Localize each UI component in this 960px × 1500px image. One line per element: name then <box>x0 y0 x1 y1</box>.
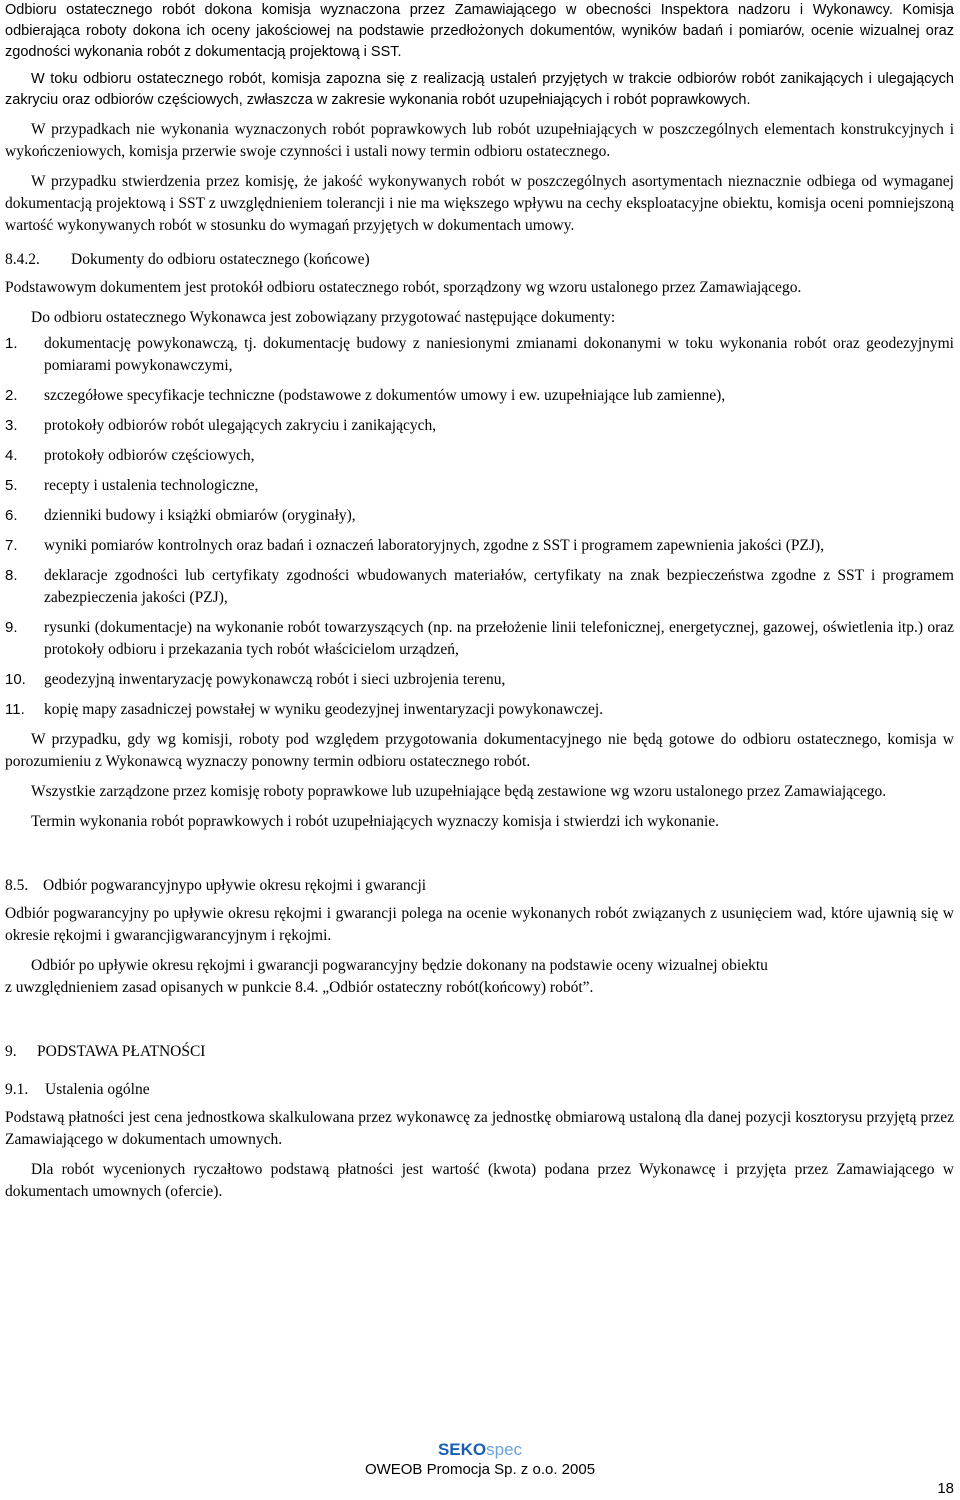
list-item <box>5 699 954 721</box>
list-item-number: 7. <box>5 537 18 554</box>
list-item-text: deklaracje zgodności lub certyfikaty zgodności wbudowanych materiałów, certyfikaty na znak bezpieczeństwa zgodne z SST i programem zabezpieczenia jakości (PZJ), <box>44 567 954 606</box>
paragraph-quality-deviation: W przypadku stwierdzenia przez komisję, że jakość wykonywanych robót w poszczególnych asortymentach nieznacznie odbiega od wymaganej dokumentacją projektową i SST z uwzględnieniem tolerancji i nie ma większego wpływu na cechy eksploatacyjne obiektu, komisja oceni pomniejszoną wartość wykonywanych robót w stosunku do wymagań przyjętych w dokumentach umowy. <box>5 173 954 234</box>
paragraph-payment-basis: Podstawą płatności jest cena jednostkowa skalkulowana przez wykonawcę za jednostkę obmiarową ustaloną dla danej pozycji kosztorysu przyjętą przez Zamawiającego w dokumentach umownych. <box>5 1109 954 1148</box>
section-title: Ustalenia ogólne <box>45 1081 150 1098</box>
paragraph-lump-sum: Dla robót wycenionych ryczałtowo podstawą płatności jest wartość (kwota) podana przez Wykonawcę i przyjęta przez Zamawiającego w dokumentach umownych (ofercie). <box>5 1161 954 1200</box>
section-number: 9.1. <box>5 1081 29 1098</box>
heading-9 <box>5 1041 954 1063</box>
list-item-number: 10. <box>5 671 26 688</box>
section-number: 8.4.2. <box>5 251 40 268</box>
documents-list <box>5 333 954 721</box>
list-item-text: protokoły odbiorów częściowych, <box>44 447 255 464</box>
paragraph-documents-intro: Do odbioru ostatecznego Wykonawca jest zobowiązany przygotować następujące dokumenty: <box>31 309 616 326</box>
list-item <box>5 535 954 557</box>
page-footer <box>0 1440 960 1480</box>
sekospec-logo: SEKOspec <box>437 1440 523 1459</box>
list-item <box>5 385 954 407</box>
list-item-text: wyniki pomiarów kontrolnych oraz badań i oznaczeń laboratoryjnych, zgodne z SST i programem zapewnienia jakości (PZJ), <box>44 537 825 554</box>
list-item <box>5 565 954 609</box>
list-item <box>5 505 954 527</box>
list-item-number: 4. <box>5 447 18 464</box>
paragraph-during-acceptance: W toku odbioru ostatecznego robót, komisja zapozna się z realizacją ustaleń przyjętych w trakcie odbiorów robót zanikających i ulegających zakryciu oraz odbiorów częściowych, zwłaszcza w zakresie wykonania robót uzupełniających i robót poprawkowych. <box>5 71 954 108</box>
list-item-text: dzienniki budowy i książki obmiarów (oryginały), <box>44 507 356 524</box>
list-item-text: geodezyjną inwentaryzację powykonawczą robót i sieci uzbrojenia terenu, <box>44 671 506 688</box>
paragraph-commission: Odbioru ostatecznego robót dokona komisja wyznaczona przez Zamawiającego w obecności Inspektora nadzoru i Wykonawcy. Komisja odbierająca roboty dokona ich oceny jakościowej na podstawie przedłożonych dokumentów, wyników badań i pomiarów, ocenie wizualnej oraz zgodności wykonania robót z dokumentacją projektową i SST. <box>5 2 954 60</box>
section-title: PODSTAWA PŁATNOŚCI <box>37 1043 206 1060</box>
section-number: 9. <box>5 1043 17 1060</box>
list-item-text: kopię mapy zasadniczej powstałej w wyniku geodezyjnej inwentaryzacji powykonawczej. <box>44 701 604 718</box>
section-title: Dokumenty do odbioru ostatecznego (końcowe) <box>71 251 370 268</box>
list-item-number: 2. <box>5 387 18 404</box>
list-item <box>5 333 954 377</box>
paragraph-not-performed: W przypadkach nie wykonania wyznaczonych robót poprawkowych lub robót uzupełniających w poszczególnych elementach konstrukcyjnych i wykończeniowych, komisja przerwie swoje czynności i ustali nowy termin odbioru ostatecznego. <box>5 121 954 160</box>
section-title: Odbiór pogwarancyjnypo upływie okresu rękojmi i gwarancji <box>43 877 427 894</box>
paragraph-deadline: Termin wykonania robót poprawkowych i robót uzupełniających wyznaczy komisja i stwierdzi ich wykonanie. <box>31 813 720 830</box>
list-item <box>5 415 954 437</box>
paragraph-post-warranty-rules: z uwzględnieniem zasad opisanych w punkcie 8.4. „Odbiór ostateczny robót(końcowy) robót”. <box>5 979 594 996</box>
paragraph-basic-document: Podstawowym dokumentem jest protokół odbioru ostatecznego robót, sporządzony wg wzoru ustalonego przez Zamawiającego. <box>5 279 802 296</box>
company-name: OWEOB Promocja Sp. z o.o. 2005 <box>364 1461 596 1478</box>
list-item-number: 3. <box>5 417 18 434</box>
list-item-text: dokumentację powykonawczą, tj. dokumentację budowy z naniesionymi zmianami dokonanymi w toku wykonania robót oraz geodezyjnymi pomiarami powykonawczymi, <box>44 335 954 374</box>
list-item <box>5 445 954 467</box>
paragraph-post-warranty-visual: Odbiór po upływie okresu rękojmi i gwarancji pogwarancyjny będzie dokonany na podstawie oceny wizualnej obiektu <box>31 957 768 974</box>
list-item-number: 5. <box>5 477 18 494</box>
paragraph-post-warranty: Odbiór pogwarancyjny po upływie okresu rękojmi i gwarancji polega na ocenie wykonanych robót związanych z usunięciem wad, które ujawnią się w okresie rękojmi i gwarancjigwarancyjnym i rękojmi. <box>5 905 954 944</box>
list-item <box>5 617 954 661</box>
list-item-text: recepty i ustalenia technologiczne, <box>44 477 259 494</box>
list-item-text: rysunki (dokumentacje) na wykonanie robót towarzyszących (np. na przełożenie linii telefonicznej, energetycznej, gazowej, oświetlenia itp.) oraz protokoły odbioru i przekazania tych robót właścicielom urządzeń, <box>44 619 954 658</box>
list-item <box>5 669 954 691</box>
list-item-number: 1. <box>5 335 18 352</box>
list-item-number: 8. <box>5 567 18 584</box>
section-number: 8.5. <box>5 877 29 894</box>
heading-9-1 <box>5 1079 954 1101</box>
list-item-text: protokoły odbiorów robót ulegających zakryciu i zanikających, <box>44 417 437 434</box>
list-item <box>5 475 954 497</box>
list-item-number: 6. <box>5 507 18 524</box>
list-item-number: 11. <box>5 701 25 718</box>
list-item-number: 9. <box>5 619 18 636</box>
paragraph-corrective-works: Wszystkie zarządzone przez komisję roboty poprawkowe lub uzupełniające będą zestawione wg wzoru ustalonego przez Zamawiającego. <box>31 783 887 800</box>
page-number: 18 <box>937 1480 954 1497</box>
list-item-text: szczegółowe specyfikacje techniczne (podstawowe z dokumentów umowy i ew. uzupełniające lub zamienne), <box>44 387 726 404</box>
heading-8-5 <box>5 875 954 897</box>
heading-8-4-2 <box>5 249 954 271</box>
paragraph-not-ready: W przypadku, gdy wg komisji, roboty pod względem przygotowania dokumentacyjnego nie będą gotowe do odbioru ostatecznego, komisja w porozumieniu z Wykonawcą wyznaczy ponowny termin odbioru ostatecznego robót. <box>5 731 954 770</box>
